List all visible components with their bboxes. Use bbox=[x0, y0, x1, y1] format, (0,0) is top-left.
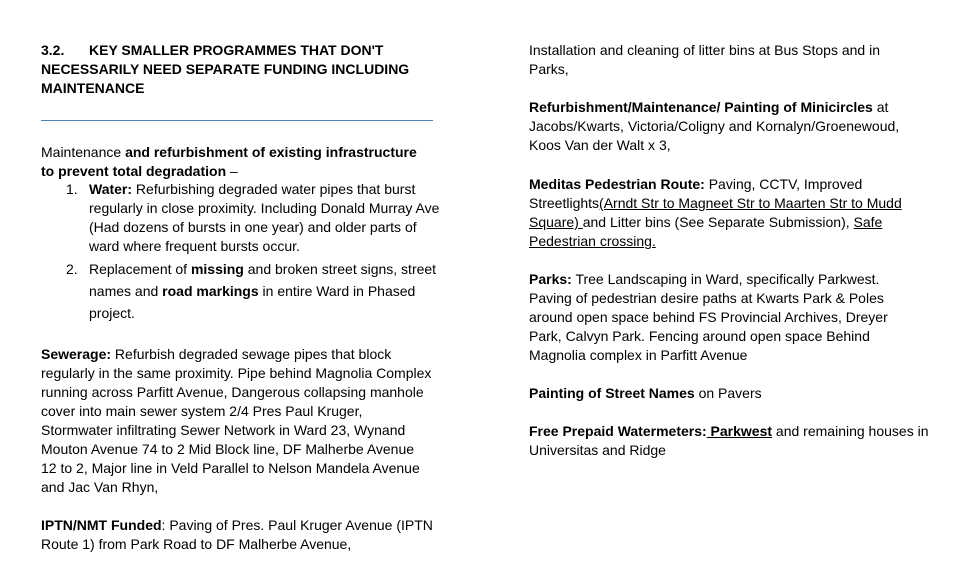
meditas-route-underlined: (Arndt Str to Magneet Str to Maarten Str to Mudd Square) bbox=[529, 195, 902, 230]
meditas-text-b: and Litter bins (See Separate Submission), bbox=[582, 214, 854, 230]
minicircles-paragraph bbox=[529, 98, 924, 155]
signs-bold-missing: missing bbox=[190, 261, 244, 277]
sewerage-paragraph bbox=[41, 345, 433, 497]
intro-bold: and refurbishment of existing infrastructure to prevent total degradation bbox=[41, 144, 417, 179]
watermeters-label: Free Prepaid Watermeters: bbox=[529, 423, 707, 439]
street-names-paragraph bbox=[529, 384, 919, 403]
list-item-water bbox=[41, 180, 441, 256]
sewerage-text: Refurbish degraded sewage pipes that block regularly in the same proximity. Pipe behind Magnolia Complex running across Parfitt Avenue, Dangerous collapsing manhole cover into main sewer system 2/4 Pres Paul Kruger, Stormwater infiltrating Sewer Network in Ward 23, Wynand Mouton Avenue 74 to 2 Mid Block line, DF Malherbe Avenue 12 to 2, Major line in Veld Parallel to Nelson Mandela Avenue and Jac Van Rhyn, bbox=[41, 346, 432, 495]
water-text: Refurbishing degraded water pipes that burst regularly in close proximity. Including Donald Murray Ave (Had dozens of bursts in one year) and older parts of ward where frequent bursts occur. bbox=[89, 181, 440, 254]
meditas-paragraph bbox=[529, 175, 909, 251]
meditas-text-a: Paving, CCTV, Improved Streetlights bbox=[529, 176, 863, 211]
intro-plain: Maintenance bbox=[41, 144, 126, 160]
maintenance-list bbox=[41, 180, 441, 324]
iptn-paragraph bbox=[41, 516, 433, 554]
street-names-label: Painting of Street Names bbox=[529, 385, 695, 401]
water-label: Water: bbox=[89, 181, 133, 197]
parks-paragraph bbox=[529, 270, 919, 365]
iptn-text: : Paving of Pres. Paul Kruger Avenue (IPTN Route 1) from Park Road to DF Malherbe Avenue, bbox=[41, 517, 433, 552]
list-number: 1. bbox=[66, 181, 78, 197]
minicircles-label: Refurbishment/Maintenance/ Painting of Minicircles bbox=[529, 99, 873, 115]
iptn-label: IPTN/NMT Funded bbox=[41, 517, 162, 533]
sewerage-label: Sewerage: bbox=[41, 346, 112, 362]
watermeters-paragraph bbox=[529, 422, 929, 460]
section-title: KEY SMALLER PROGRAMMES THAT DON'T NECESSARILY NEED SEPARATE FUNDING INCLUDING MAINTENANCE bbox=[41, 42, 410, 96]
signs-bold-road-markings: road markings bbox=[162, 283, 259, 299]
signs-text-c: in entire Ward in Phased project. bbox=[89, 283, 416, 321]
section-number: 3.2. bbox=[41, 42, 65, 58]
intro-tail: – bbox=[226, 163, 238, 179]
section-heading bbox=[41, 41, 441, 98]
list-item-signs bbox=[41, 258, 441, 324]
parks-text: Tree Landscaping in Ward, specifically Parkwest. Paving of pedestrian desire paths at Kwarts Park & Poles around open space behind FS Provincial Archives, Dreyer Park, Calvyn Park. Fencing around open space Behind Magnolia complex in Parfitt Avenue bbox=[529, 271, 888, 363]
meditas-crossing-underlined: Safe Pedestrian crossing. bbox=[529, 214, 883, 249]
signs-text-b: and broken street signs, street names and bbox=[89, 261, 437, 299]
watermeters-parkwest: Parkwest bbox=[706, 423, 773, 439]
meditas-label: Meditas Pedestrian Route: bbox=[529, 176, 705, 192]
watermeters-text: and remaining houses in Universitas and Ridge bbox=[529, 423, 929, 458]
parks-label: Parks: bbox=[529, 271, 572, 287]
heading-divider bbox=[41, 120, 433, 121]
list-number: 2. bbox=[66, 261, 78, 277]
signs-text-a: Replacement of bbox=[89, 261, 191, 277]
intro-paragraph bbox=[41, 143, 433, 181]
street-names-text: on Pavers bbox=[694, 385, 762, 401]
bins-paragraph: Installation and cleaning of litter bins at Bus Stops and in Parks, bbox=[529, 42, 880, 77]
minicircles-text: at Jacobs/Kwarts, Victoria/Coligny and Kornalyn/Groenewoud, Koos Van der Walt x 3, bbox=[529, 99, 900, 153]
